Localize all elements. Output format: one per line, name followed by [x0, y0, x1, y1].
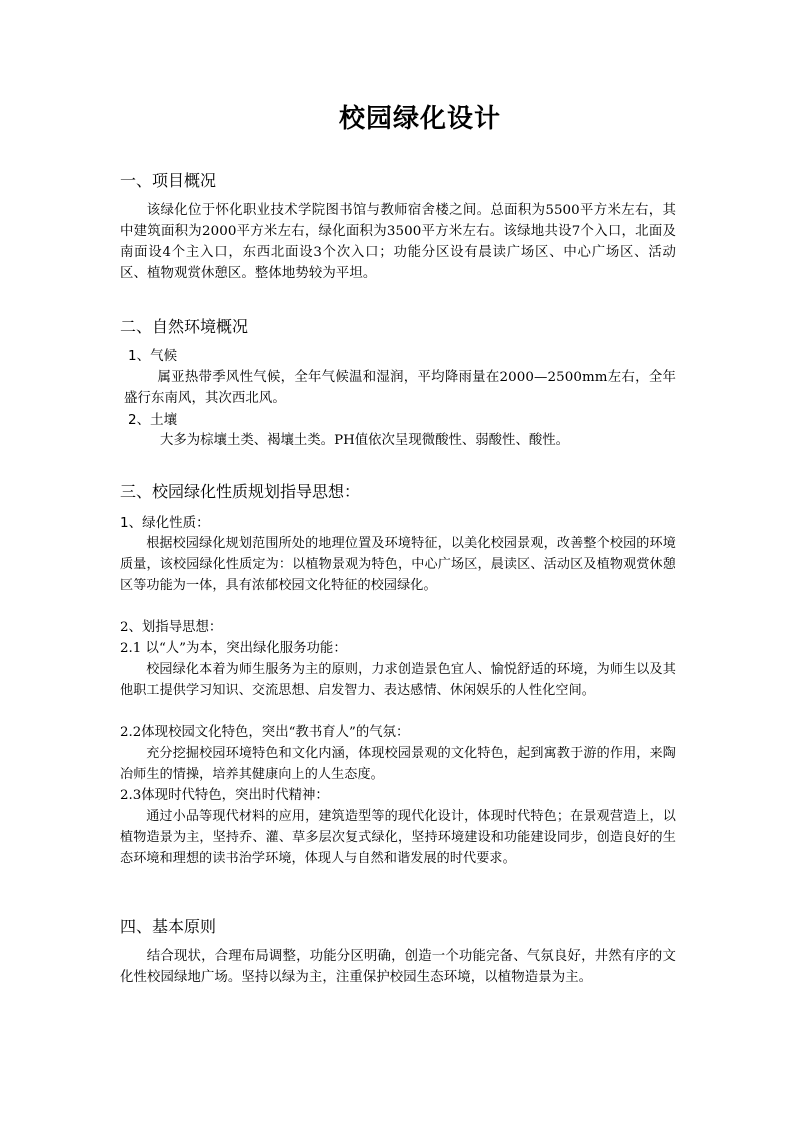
subheading-2-1: 2.1 以“人”为本，突出绿化服务功能：: [120, 641, 347, 656]
section-heading-environment: 二、自然环境概况: [120, 317, 249, 336]
paragraph-greening-nature: 根据校园绿化规划范围所处的地理位置及环境特征，以美化校园景观，改善整个校园的环境质量，该校园绿化性质定为：以植物景观为特色，中心广场区，晨读区、活动区及植物观赏休憩区等功能为一体，具有浓郁校园文化特征的校园绿化。: [120, 536, 676, 593]
section-heading-guiding-thoughts: 三、校园绿化性质规划指导思想：: [120, 482, 361, 501]
subheading-2-3: 2.3体现时代特色，突出时代精神：: [120, 788, 329, 803]
paragraph-climate: 属亚热带季风性气候，全年气候温和湿润，平均降雨量在2000—2500mm左右，全年盛行东南风，其次西北风。: [124, 370, 676, 406]
section-heading-principles: 四、基本原则: [120, 917, 217, 936]
subheading-soil: 2、土壤: [128, 412, 178, 428]
section-paragraph-principles: 结合现状，合理布局调整，功能分区明确，创造一个功能完备、气氛良好，井然有序的文化性校园绿地广场。坚持以绿为主，注重保护校园生态环境，以植物造景为主。: [120, 949, 676, 985]
paragraph-2-1: 校园绿化本着为师生服务为主的原则，力求创造景色宜人、愉悦舒适的环境，为师生以及其他职工提供学习知识、交流思想、启发智力、表达感情、休闲娱乐的人性化空间。: [120, 662, 676, 698]
section-heading-overview: 一、项目概况: [120, 171, 217, 190]
section-paragraph-overview: 该绿化位于怀化职业技术学院图书馆与教师宿舍楼之间。总面积为5500平方米左右，其中建筑面积为2000平方米左右，绿化面积为3500平方米左右。该绿地共设7个入口，北面及南面设4个主入口，东西北面设3个次入口；功能分区设有晨读广场区、中心广场区、活动区、植物观赏休憩区。整体地势较为平坦。: [120, 203, 676, 281]
subheading-climate: 1、气候: [128, 348, 178, 364]
paragraph-2-2: 充分挖掘校园环境特色和文化内涵，体现校园景观的文化特色，起到寓教于游的作用，来陶冶师生的情操，培养其健康向上的人生态度。: [120, 746, 676, 782]
subheading-guiding-ideas: 2、划指导思想：: [120, 620, 223, 635]
document-title: 校园绿化设计: [338, 104, 501, 134]
subheading-2-2: 2.2体现校园文化特色，突出“教书育人”的气氛：: [120, 725, 410, 740]
subheading-greening-nature: 1、绿化性质：: [120, 515, 210, 531]
paragraph-soil: 大多为棕壤土类、褐壤土类。PH值依次呈现微酸性、弱酸性、酸性。: [160, 433, 570, 448]
paragraph-2-3: 通过小品等现代材料的应用，建筑造型等的现代化设计，体现时代特色；在景观营造上，以植物造景为主，坚持乔、灌、草多层次复式绿化，坚持环境建设和功能建设同步，创造良好的生态环境和理想的读书治学环境，体现人与自然和谐发展的时代要求。: [120, 809, 676, 866]
